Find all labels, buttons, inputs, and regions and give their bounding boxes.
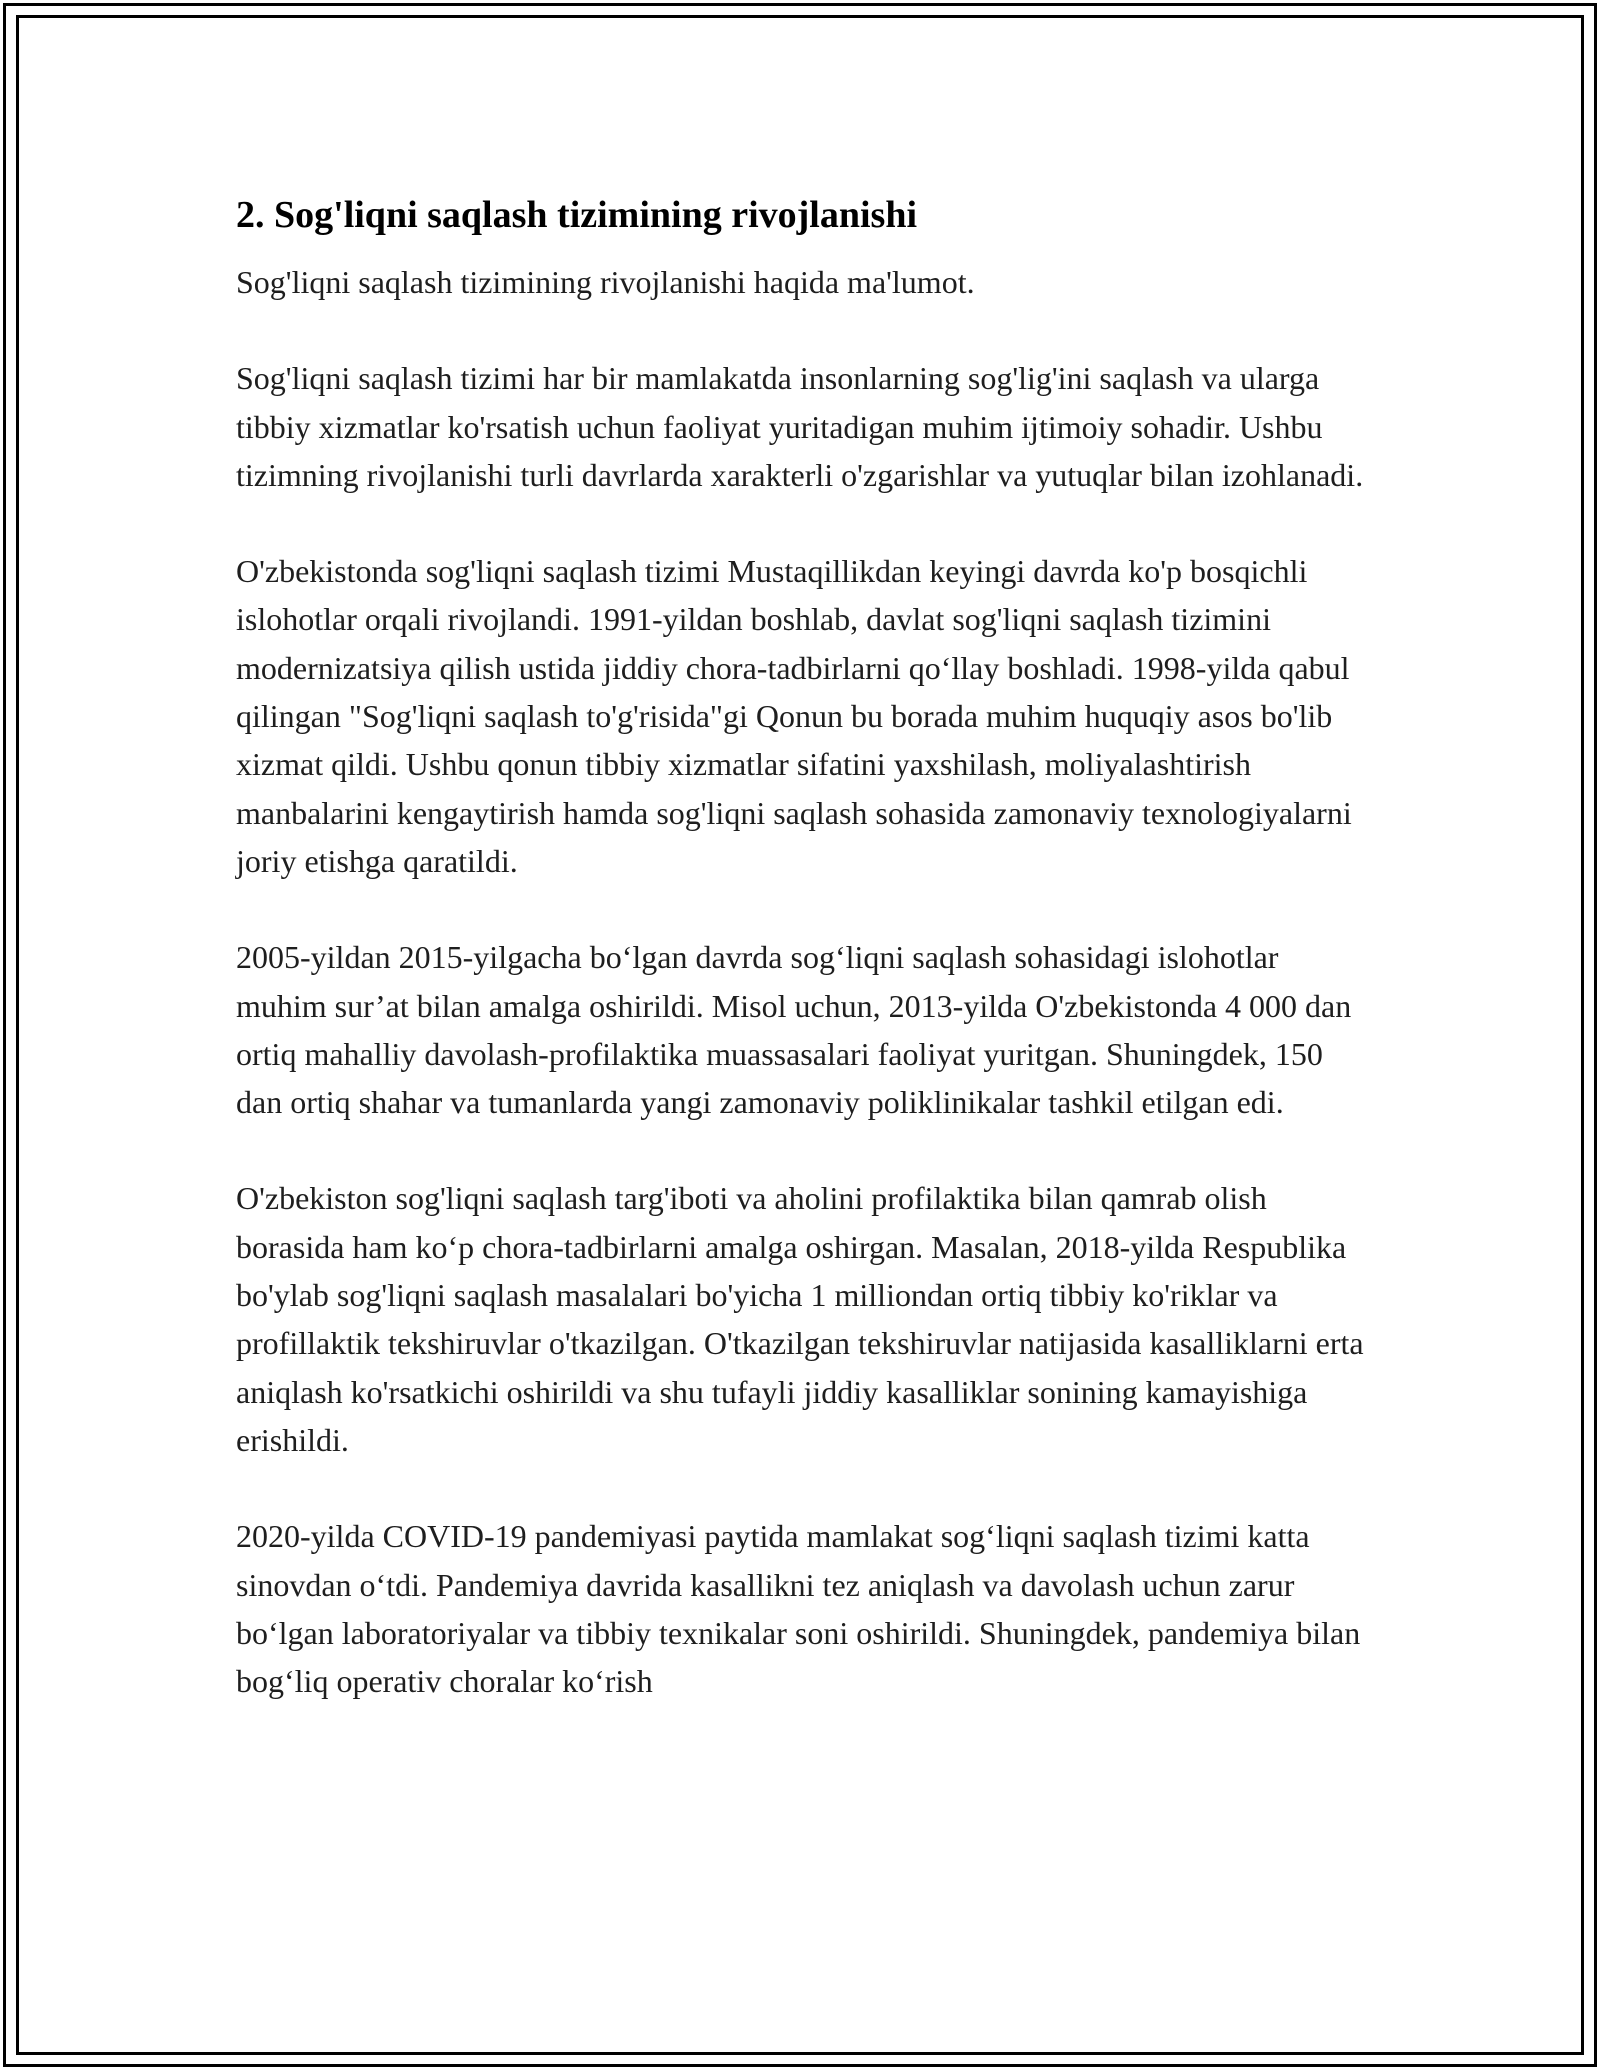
section-heading: 2. Sog'liqni saqlash tizimining rivojlanishi <box>236 194 918 236</box>
document-body <box>236 182 1366 1753</box>
paragraph-prevention: O'zbekiston sog'liqni saqlash targ'iboti va aholini profilaktika bilan qamrab olish borasida ham ko‘p chora-tadbirlarni amalga oshirgan. Masalan, 2018-yilda Respublika bo'ylab sog'liqni saqlash masalalari bo'yicha 1 milliondan ortiq tibbiy ko'riklar va profillaktik tekshiruvlar o'tkazilgan. O'tkazilgan tekshiruvlar natijasida kasalliklarni erta aniqlash ko'rsatkichi oshirildi va shu tufayli jiddiy kasalliklar sonining kamayishiga erishildi. <box>236 1180 1364 1458</box>
paragraph-overview: Sog'liqni saqlash tizimi har bir mamlakatda insonlarning sog'lig'ini saqlash va ularga tibbiy xizmatlar ko'rsatish uchun faoliyat yuritadigan muhim ijtimoiy sohadir. Ushbu tizimning rivojlanishi turli davrlarda xarakterli o'zgarishlar va yutuqlar bilan izohlanadi. <box>236 360 1364 493</box>
paragraph-2005-2015: 2005-yildan 2015-yilgacha bo‘lgan davrda sog‘liqni saqlash sohasidagi islohotlar muhim sur’at bilan amalga oshirildi. Misol uchun, 2013-yilda O'zbekistonda 4 000 dan ortiq mahalliy davolash-profilaktika muassasalari faoliyat yuritgan. Shuningdek, 150 dan ortiq shahar va tumanlarda yangi zamonaviy poliklinikalar tashkil etilgan edi. <box>236 939 1352 1121</box>
paragraph-independence-reforms: O'zbekistonda sog'liqni saqlash tizimi Mustaqillikdan keyingi davrda ko'p bosqichli islohotlar orqali rivojlandi. 1991-yildan boshlab, davlat sog'liqni saqlash tizimini modernizatsiya qilish ustida jiddiy chora-tadbirlarni qo‘llay boshladi. 1998-yilda qabul qilingan "Sog'liqni saqlash to'g'risida"gi Qonun bu borada muhim huquqiy asos bo'lib xizmat qildi. Ushbu qonun tibbiy xizmatlar sifatini yaxshilash, moliyalashtirish manbalarini kengaytirish hamda sog'liqni saqlash sohasida zamonaviy texnologiyalarni joriy etishga qaratildi. <box>236 553 1352 879</box>
paragraph-covid: 2020-yilda COVID-19 pandemiyasi paytida mamlakat sog‘liqni saqlash tizimi katta sinovdan o‘tdi. Pandemiya davrida kasallikni tez aniqlash va davolash uchun zarur bo‘lgan laboratoriyalar va tibbiy texnikalar soni oshirildi. Shuningdek, pandemiya bilan bog‘liq operativ choralar ko‘rish <box>236 1518 1361 1700</box>
intro-paragraph: Sog'liqni saqlash tizimining rivojlanishi haqida ma'lumot. <box>236 264 975 300</box>
